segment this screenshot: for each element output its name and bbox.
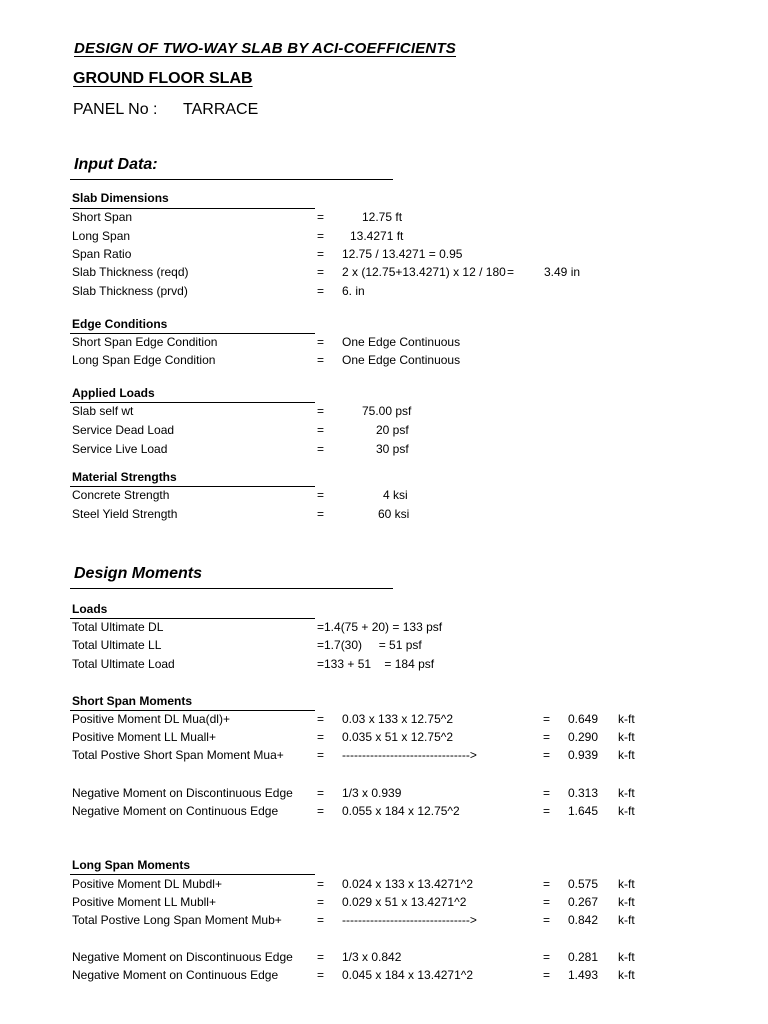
row-equals-2: = (543, 877, 551, 891)
row-label: Positive Moment DL Mua(dl)+ (72, 712, 230, 726)
row-result: 0.267 (568, 895, 599, 909)
row-label: Slab Thickness (prvd) (72, 284, 188, 298)
row-value: 0.03 x 133 x 12.75^2 (342, 712, 454, 726)
document-subtitle: GROUND FLOOR SLAB (73, 70, 253, 87)
row-value: 13.4271 ft (350, 229, 404, 243)
row-unit: k-ft (618, 877, 635, 891)
row-unit: k-ft (618, 786, 635, 800)
row-equals: = (317, 913, 325, 927)
row-equals: = (317, 284, 325, 298)
row-unit: k-ft (618, 748, 635, 762)
design-moments-heading: Design Moments (74, 565, 203, 582)
row-equals: = (317, 404, 325, 418)
row-equals-2: = (543, 804, 551, 818)
row-value: 0.029 x 51 x 13.4271^2 (342, 895, 467, 909)
row-value: One Edge Continuous (342, 335, 461, 349)
long-span-moments-heading: Long Span Moments (72, 858, 190, 872)
row-equals: = (317, 229, 325, 243)
row-equals: = (317, 804, 325, 818)
row-result: 0.313 (568, 786, 599, 800)
row-label: Span Ratio (72, 247, 132, 261)
row-label: Negative Moment on Discontinuous Edge (72, 950, 293, 964)
row-result: 0.281 (568, 950, 599, 964)
row-label: Long Span Edge Condition (72, 353, 216, 367)
input-data-heading: Input Data: (74, 156, 158, 173)
row-label: Negative Moment on Continuous Edge (72, 804, 279, 818)
row-unit: k-ft (618, 804, 635, 818)
slab-dimensions-heading: Slab Dimensions (72, 191, 169, 205)
row-value: --------------------------------> (342, 748, 477, 762)
document-title: DESIGN OF TWO-WAY SLAB BY ACI-COEFFICIENTS (74, 40, 457, 57)
row-value: 2 x (12.75+13.4271) x 12 / 180 (342, 265, 506, 279)
row-equals: = (317, 968, 325, 982)
row-equals-2: = (543, 895, 551, 909)
row-unit: k-ft (618, 950, 635, 964)
row-equals: = (317, 488, 325, 502)
row-value: 0.035 x 51 x 12.75^2 (342, 730, 454, 744)
row-value: 0.045 x 184 x 13.4271^2 (342, 968, 474, 982)
row-label: Steel Yield Strength (72, 507, 178, 521)
row-equals: = (317, 877, 325, 891)
row-label: Slab Thickness (reqd) (72, 265, 189, 279)
row-equals: = (317, 748, 325, 762)
row-label: Total Ultimate Load (72, 657, 175, 671)
row-label: Total Postive Long Span Moment Mub+ (72, 913, 282, 927)
row-equals-2: = (543, 748, 551, 762)
row-label: Service Dead Load (72, 423, 175, 437)
row-result: 0.575 (568, 877, 599, 891)
design-moments-rule (70, 588, 393, 589)
row-label: Negative Moment on Discontinuous Edge (72, 786, 293, 800)
row-equals-2: = (543, 712, 551, 726)
row-value: 6. in (342, 284, 365, 298)
row-result: 1.493 (568, 968, 599, 982)
panel-value: TARRACE (183, 101, 259, 118)
row-equals: = (317, 423, 325, 437)
row-result: 0.842 (568, 913, 599, 927)
row-unit: k-ft (618, 730, 635, 744)
row-label: Total Ultimate LL (72, 638, 162, 652)
row-equals-2: = (543, 786, 551, 800)
row-value: 0.055 x 184 x 12.75^2 (342, 804, 460, 818)
loads-heading: Loads (72, 602, 108, 616)
row-equals: = (317, 950, 325, 964)
row-equals: = (317, 247, 325, 261)
row-equals-2: = (543, 950, 551, 964)
row-equals: = (317, 712, 325, 726)
row-equals: = (317, 442, 325, 456)
applied-loads-heading: Applied Loads (72, 386, 155, 400)
row-equals: = (317, 265, 325, 279)
row-value: --------------------------------> (342, 913, 477, 927)
row-value: 12.75 / 13.4271 = 0.95 (342, 247, 463, 261)
row-equals-2: = (543, 913, 551, 927)
row-label: Total Ultimate DL (72, 620, 164, 634)
row-unit: k-ft (618, 968, 635, 982)
row-value: 30 psf (376, 442, 409, 456)
row-equals: = (317, 895, 325, 909)
row-unit: k-ft (618, 895, 635, 909)
row-value: =133 + 51 = 184 psf (317, 657, 435, 671)
row-equals-2: = (507, 265, 515, 279)
row-value: 60 ksi (378, 507, 410, 521)
row-unit: k-ft (618, 913, 635, 927)
row-value: 75.00 psf (362, 404, 412, 418)
row-value: 4 ksi (383, 488, 408, 502)
row-result: 0.290 (568, 730, 599, 744)
row-result: 3.49 in (544, 265, 581, 279)
row-equals: = (317, 786, 325, 800)
row-label: Negative Moment on Continuous Edge (72, 968, 279, 982)
row-result: 1.645 (568, 804, 599, 818)
row-label: Positive Moment LL Muall+ (72, 730, 216, 744)
input-data-rule (70, 179, 393, 180)
row-equals-2: = (543, 730, 551, 744)
row-label: Slab self wt (72, 404, 134, 418)
row-value: 1/3 x 0.939 (342, 786, 402, 800)
row-equals: = (317, 210, 325, 224)
row-result: 0.649 (568, 712, 599, 726)
row-value: =1.7(30) = 51 psf (317, 638, 422, 652)
row-equals-2: = (543, 968, 551, 982)
row-value: One Edge Continuous (342, 353, 461, 367)
row-equals: = (317, 353, 325, 367)
row-label: Long Span (72, 229, 131, 243)
row-equals: = (317, 507, 325, 521)
edge-conditions-heading: Edge Conditions (72, 317, 168, 331)
row-value: 0.024 x 133 x 13.4271^2 (342, 877, 474, 891)
row-label: Total Postive Short Span Moment Mua+ (72, 748, 284, 762)
short-span-moments-heading: Short Span Moments (72, 694, 193, 708)
row-label: Short Span Edge Condition (72, 335, 218, 349)
row-label: Positive Moment DL Mubdl+ (72, 877, 222, 891)
row-label: Service Live Load (72, 442, 168, 456)
row-value: 12.75 ft (362, 210, 403, 224)
row-unit: k-ft (618, 712, 635, 726)
row-equals: = (317, 730, 325, 744)
row-value: 20 psf (376, 423, 409, 437)
row-value: 1/3 x 0.842 (342, 950, 402, 964)
material-strengths-heading: Material Strengths (72, 470, 177, 484)
row-value: =1.4(75 + 20) = 133 psf (317, 620, 443, 634)
panel-label: PANEL No : (73, 101, 158, 118)
row-equals: = (317, 335, 325, 349)
row-label: Concrete Strength (72, 488, 170, 502)
row-label: Short Span (72, 210, 133, 224)
row-result: 0.939 (568, 748, 599, 762)
row-label: Positive Moment LL Mubll+ (72, 895, 216, 909)
